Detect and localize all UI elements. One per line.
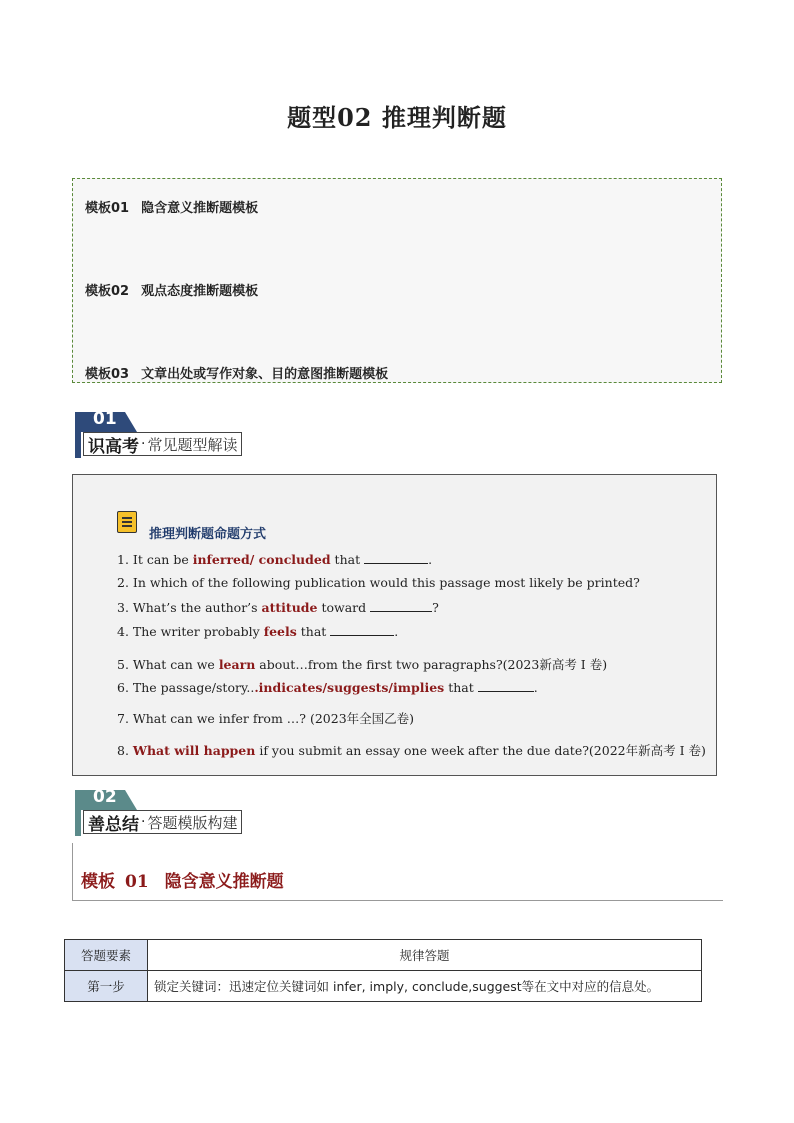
question-text: 8. xyxy=(117,743,129,758)
question-text: . xyxy=(394,624,399,639)
question-text: 4. xyxy=(117,624,129,639)
question-text: The writer probably xyxy=(128,624,264,639)
toc-item-num: 模板02 xyxy=(85,284,130,299)
answer-blank xyxy=(330,623,394,636)
question-text: 5. xyxy=(117,657,129,672)
question-item xyxy=(117,741,706,759)
question-text: What can we xyxy=(128,657,219,672)
template-heading xyxy=(72,843,723,901)
question-item xyxy=(117,551,432,567)
rules-table xyxy=(64,939,702,1002)
question-text: about…from the first two paragraphs?(2023新高考 I 卷) xyxy=(255,657,608,672)
question-item xyxy=(117,709,414,727)
question-text: that xyxy=(296,624,331,639)
toc-item-label: 观点态度推断题模板 xyxy=(141,284,259,299)
question-text: 6. xyxy=(117,680,129,695)
question-text: 3. xyxy=(117,600,129,615)
toc-item-label: 文章出处或写作对象、目的意图推断题模板 xyxy=(141,367,389,382)
table-row xyxy=(65,971,702,1002)
question-keyword: inferred/ concluded xyxy=(192,552,331,567)
question-keyword: .indicates/suggests/implies xyxy=(254,680,445,695)
section-dot: · xyxy=(141,436,146,452)
toc-item-num: 模板03 xyxy=(85,367,130,382)
question-item xyxy=(117,599,439,615)
section-bar xyxy=(75,808,81,836)
question-text: ? xyxy=(432,600,439,615)
question-item xyxy=(117,623,398,639)
toc-item-1[interactable] xyxy=(85,197,258,216)
template-index-box xyxy=(72,178,722,383)
template-name: 隐含意义推断题 xyxy=(164,872,284,892)
table-header-row xyxy=(65,940,702,971)
notebook-icon xyxy=(117,511,137,533)
toc-item-2[interactable] xyxy=(85,280,258,299)
document-title: 题型02 推理判断题 xyxy=(287,103,507,132)
question-text: What’s the author’s xyxy=(128,600,262,615)
question-text: if you submit an essay one week after the due date?(2022年新高考 I 卷) xyxy=(255,743,706,758)
toc-item-3[interactable] xyxy=(85,363,388,382)
toc-item-label: 隐含意义推断题模板 xyxy=(141,201,259,216)
question-forms-panel xyxy=(72,474,717,776)
question-text: toward xyxy=(317,600,371,615)
answer-blank xyxy=(478,679,534,692)
question-text: In which of the following publication would this passage most likely be printed? xyxy=(128,575,640,590)
question-text: . xyxy=(533,680,538,695)
question-text: that xyxy=(444,680,478,695)
question-text: The passage/story.. xyxy=(128,680,255,695)
question-text: . xyxy=(428,552,433,567)
panel-title: 推理判断题命题方式 xyxy=(149,527,267,542)
table-cell-rule: 锁定关键词：迅速定位关键词如 infer, imply, conclude,suggest等在文中对应的信息处。 xyxy=(148,971,702,1002)
section-number: 01 xyxy=(93,409,117,429)
table-cell-step: 第一步 xyxy=(65,971,148,1002)
section-header-1 xyxy=(75,409,305,460)
question-item xyxy=(117,655,607,673)
template-number: 01 xyxy=(125,872,149,892)
question-keyword: learn xyxy=(218,657,256,672)
question-text: 7. xyxy=(117,711,129,726)
question-text: that xyxy=(330,552,365,567)
toc-item-num: 模板01 xyxy=(85,201,130,216)
question-text: 2. xyxy=(117,575,129,590)
question-item xyxy=(117,575,640,590)
section-subtitle: 常见题型解读 xyxy=(147,435,238,454)
section-main-title: 善总结 xyxy=(88,814,139,835)
question-keyword: feels xyxy=(263,624,297,639)
answer-blank xyxy=(370,599,432,612)
question-text: 1. xyxy=(117,552,129,567)
question-item xyxy=(117,679,538,695)
question-text: It can be xyxy=(128,552,193,567)
table-header-cell: 答题要素 xyxy=(65,940,148,971)
answer-blank xyxy=(364,551,428,564)
question-keyword: What will happen xyxy=(132,743,256,758)
section-subtitle: 答题模版构建 xyxy=(147,813,238,832)
section-dot: · xyxy=(141,814,146,830)
section-number: 02 xyxy=(93,787,117,807)
section-bar xyxy=(75,430,81,458)
section-title-box xyxy=(83,432,242,456)
section-main-title: 识高考 xyxy=(88,436,139,457)
section-title-box xyxy=(83,810,242,834)
table-header-cell: 规律答题 xyxy=(148,940,702,971)
question-keyword: attitude xyxy=(261,600,318,615)
section-header-2 xyxy=(75,787,305,838)
template-label: 模板 xyxy=(81,872,115,892)
template-title xyxy=(81,867,284,892)
question-text: What can we infer from …? (2023年全国乙卷) xyxy=(128,711,415,726)
